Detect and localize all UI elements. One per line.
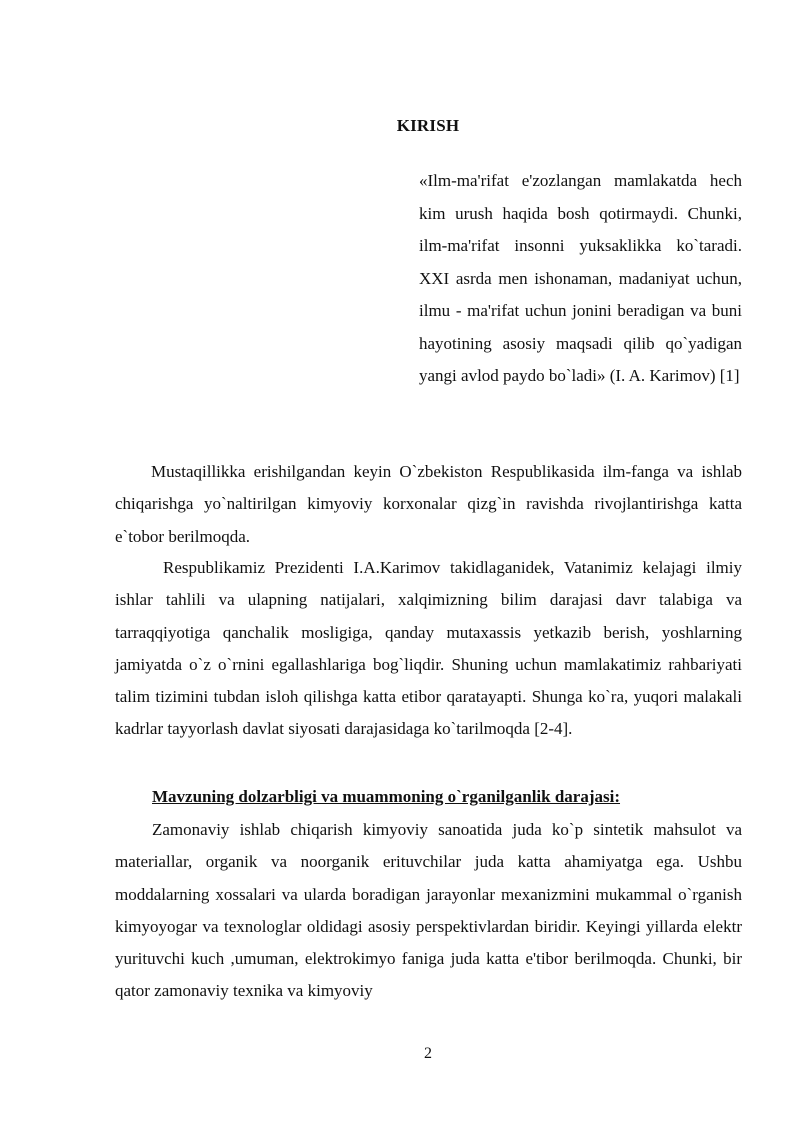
paragraph-independence: Mustaqillikka erishilgandan keyin O`zbekiston Respublikasida ilm-fanga va ishlab chiqarishga yo`naltirilgan kimyoviy korxonalar qizg`in ravishda rivojlantirishga katta e`tobor berilmoqda. <box>115 462 742 546</box>
page-number: 2 <box>424 1045 432 1062</box>
section-heading: KIRISH <box>396 116 460 135</box>
topic-relevance-subheading: Mavzuning dolzarbligi va muammoning o`rganilganlik darajasi: <box>152 787 621 806</box>
paragraph-president: Respublikamiz Prezidenti I.A.Karimov takidlaganidek, Vatanimiz kelajagi ilmiy ishlar tahlili va ulapning natijalari, xalqimizning bilim darajasi davr talabiga va tarraqqiyotiga qanchalik mosligiga, qanday mutaxassis yetkazib berish, yoshlarning jamiyatda o`z o`rnini egallashlariga bog`liqdir. Shuning uchun mamlakatimiz rahbariyati talim tizimini tubdan isloh qilishga katta etibor qaratayapti. Shunga ko`ra, yuqori malakali kadrlar tayyorlash davlat siyosati darajasidaga ko`tarilmoqda [2-4]. <box>115 558 742 739</box>
paragraph-modern-production: Zamonaviy ishlab chiqarish kimyoviy sanoatida juda ko`p sintetik mahsulot va materiallar, organik va noorganik erituvchilar juda katta ahamiyatga ega. Ushbu moddalarning xossalari va ularda boradigan jarayonlar mexanizmini mukammal o`rganish kimyoyogar va texnologlar oldidagi asosiy perspektivlardan biridir. Keyingi yillarda elektr yurituvchi kuch ,umuman, elektrokimyo faniga juda katta e'tibor berilmoqda. Chunki, bir qator zamonaviy texnika va kimyoviy <box>115 820 742 1001</box>
epigraph-quote: «Ilm-ma'rifat e'zozlangan mamlakatda hech kim urush haqida bosh qotirmaydi. Chunki, ilm-ma'rifat insonni yuksaklikka ko`taradi. XXI asrda men ishonaman, madaniyat uchun, ilmu - ma'rifat uchun jonini beradigan va buni hayotining asosiy maqsadi qilib qo`yadigan yangi avlod paydo bo`ladi» (I. A. Karimov) [1] <box>419 171 742 385</box>
